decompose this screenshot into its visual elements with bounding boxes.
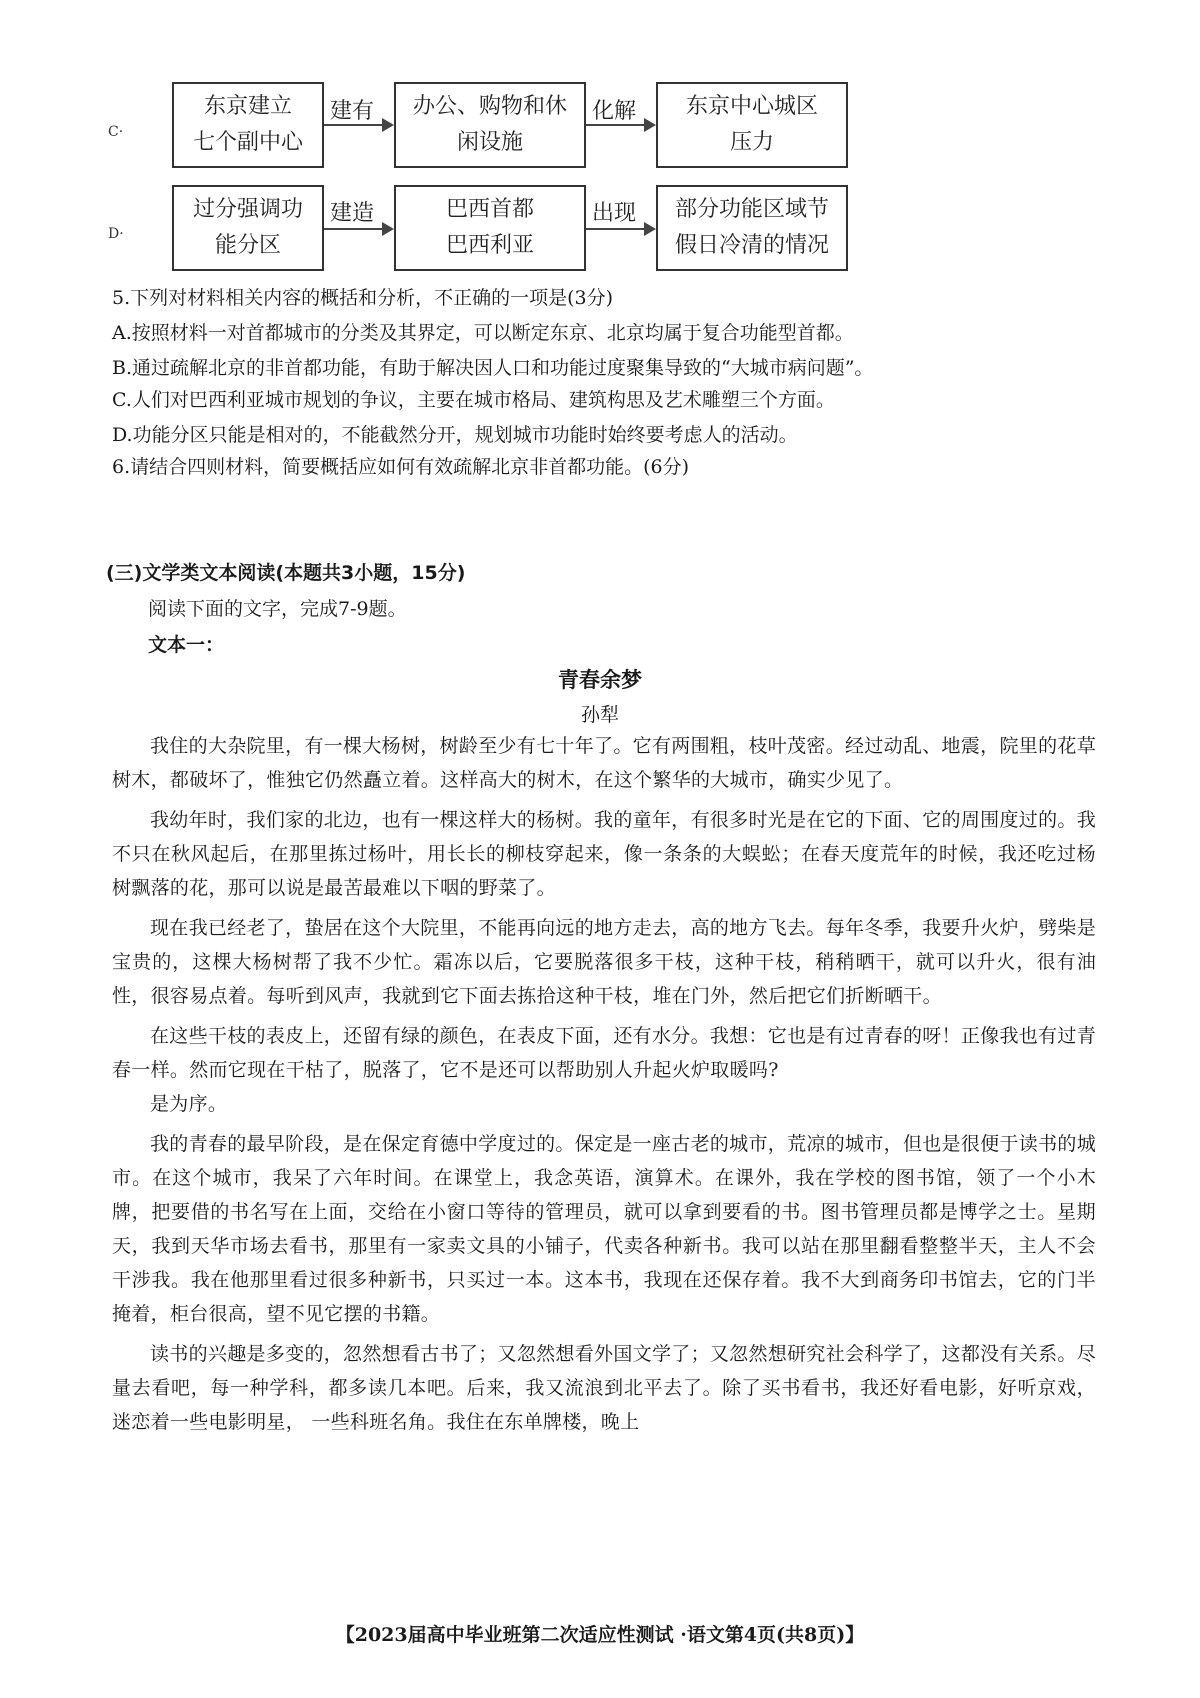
question-6: 6.请结合四则材料，简要概括应如何有效疏解北京非首都功能。(6分) xyxy=(112,456,690,478)
article-title: 青春余梦 xyxy=(558,668,642,692)
article-body xyxy=(112,729,1096,1439)
paragraph: 在这些干枝的表皮上，还留有绿的颜色，在表皮下面，还有水分。我想：它也是有过青春的呀！正像我也有过青春一样。然而它现在干枯了，脱落了，它不是还可以帮助别人升起火炉取暖吗? xyxy=(112,1025,1096,1081)
paragraph: 我住的大杂院里，有一棵大杨树，树龄至少有七十年了。它有两围粗，枝叶茂密。经过动乱、地震，院里的花草树木，都破坏了，惟独它仍然矗立着。这样高大的树木，在这个繁华的大城市，确实少见了。 xyxy=(112,735,1096,791)
question-5-option-c: C.人们对巴西利亚城市规划的争议，主要在城市格局、建筑构思及艺术雕塑三个方面。 xyxy=(112,389,835,411)
section-heading: (三)文学类文本阅读(本题共3小题，15分) xyxy=(106,562,466,584)
diagram-c-edge-2: 化解 xyxy=(592,99,637,124)
arrow-icon xyxy=(586,228,654,230)
diagram-c-edge-1: 建有 xyxy=(330,99,375,124)
question-5: 5.下列对材料相关内容的概括和分析，不正确的一项是(3分) xyxy=(112,287,614,309)
arrow-icon xyxy=(324,228,392,230)
option-d-label: D· xyxy=(108,226,124,242)
question-5-option-a: A.按照材料一对首都城市的分类及其界定，可以断定东京、北京均属于复合功能型首都。 xyxy=(112,322,854,344)
diagram-d-box-1: 过分强调功 能分区 xyxy=(172,185,324,271)
text-label: 文本一： xyxy=(148,634,225,656)
option-c-label: C· xyxy=(108,124,124,140)
paragraph: 现在我已经老了，蛰居在这个大院里，不能再向远的地方走去，高的地方飞去。每年冬季，我要升火炉，劈柴是宝贵的，这棵大杨树帮了我不少忙。霜冻以后，它要脱落很多干枝，这种干枝，稍稍晒干，就可以升火，很有油性，很容易点着。每听到风声，我就到它下面去拣拾这种干枝，堆在门外，然后把它们折断晒干。 xyxy=(112,917,1096,1007)
section-instruction: 阅读下面的文字，完成7-9题。 xyxy=(148,598,407,620)
article-author: 孙犁 xyxy=(580,704,619,726)
diagram-d-box-2: 巴西首都 巴西利亚 xyxy=(394,185,586,271)
paragraph: 是为序。 xyxy=(150,1093,228,1115)
diagram-d-edge-2: 出现 xyxy=(592,201,637,226)
page-footer: 【2023届高中毕业班第二次适应性测试 ·语文第4页(共8页)】 xyxy=(335,1624,865,1646)
diagram-c-box-1: 东京建立 七个副中心 xyxy=(172,82,324,168)
diagram-d-edge-1: 建造 xyxy=(330,201,375,226)
diagram-d-box-3: 部分功能区域节 假日冷清的情况 xyxy=(656,185,848,271)
question-5-option-d: D.功能分区只能是相对的，不能截然分开，规划城市功能时始终要考虑人的活动。 xyxy=(112,424,798,446)
paragraph: 我的青春的最早阶段，是在保定育德中学度过的。保定是一座古老的城市，荒凉的城市，但也是很便于读书的城市。在这个城市，我呆了六年时间。在课堂上，我念英语，演算术。在课外，我在学校的图书馆，领了一个小木牌，把要借的书名写在上面，交给在小窗口等待的管理员，就可以拿到要看的书。图书管理员都是博学之士。星期天，我到天华市场去看书，那里有一家卖文具的小铺子，代卖各种新书。我可以站在那里翻看整整半天，主人不会干涉我。我在他那里看过很多种新书，只买过一本。这本书，我现在还保存着。我不大到商务印书馆去，它的门半掩着，柜台很高，望不见它摆的书籍。 xyxy=(112,1133,1096,1325)
paragraph: 读书的兴趣是多变的，忽然想看古书了；又忽然想看外国文学了；又忽然想研究社会科学了，这都没有关系。尽量去看吧，每一种学科，都多读几本吧。后来，我又流浪到北平去了。除了买书看书，我还好看电影，好听京戏，迷恋着一些电影明星， 一些科班名角。我住在东单牌楼，晚上 xyxy=(112,1343,1096,1433)
diagram-c-box-3: 东京中心城区 压力 xyxy=(656,82,848,168)
paragraph: 我幼年时，我们家的北边，也有一棵这样大的杨树。我的童年，有很多时光是在它的下面、它的周围度过的。我不只在秋风起后，在那里拣过杨叶，用长长的柳枝穿起来，像一条条的大蜈蚣；在春天度荒年的时候，我还吃过杨树飘落的花，那可以说是最苦最难以下咽的野菜了。 xyxy=(112,809,1096,899)
question-5-option-b: B.通过疏解北京的非首都功能，有助于解决因人口和功能过度聚集导致的“大城市病问题”。 xyxy=(112,357,874,379)
diagram-c-box-2: 办公、购物和休 闲设施 xyxy=(394,82,586,168)
